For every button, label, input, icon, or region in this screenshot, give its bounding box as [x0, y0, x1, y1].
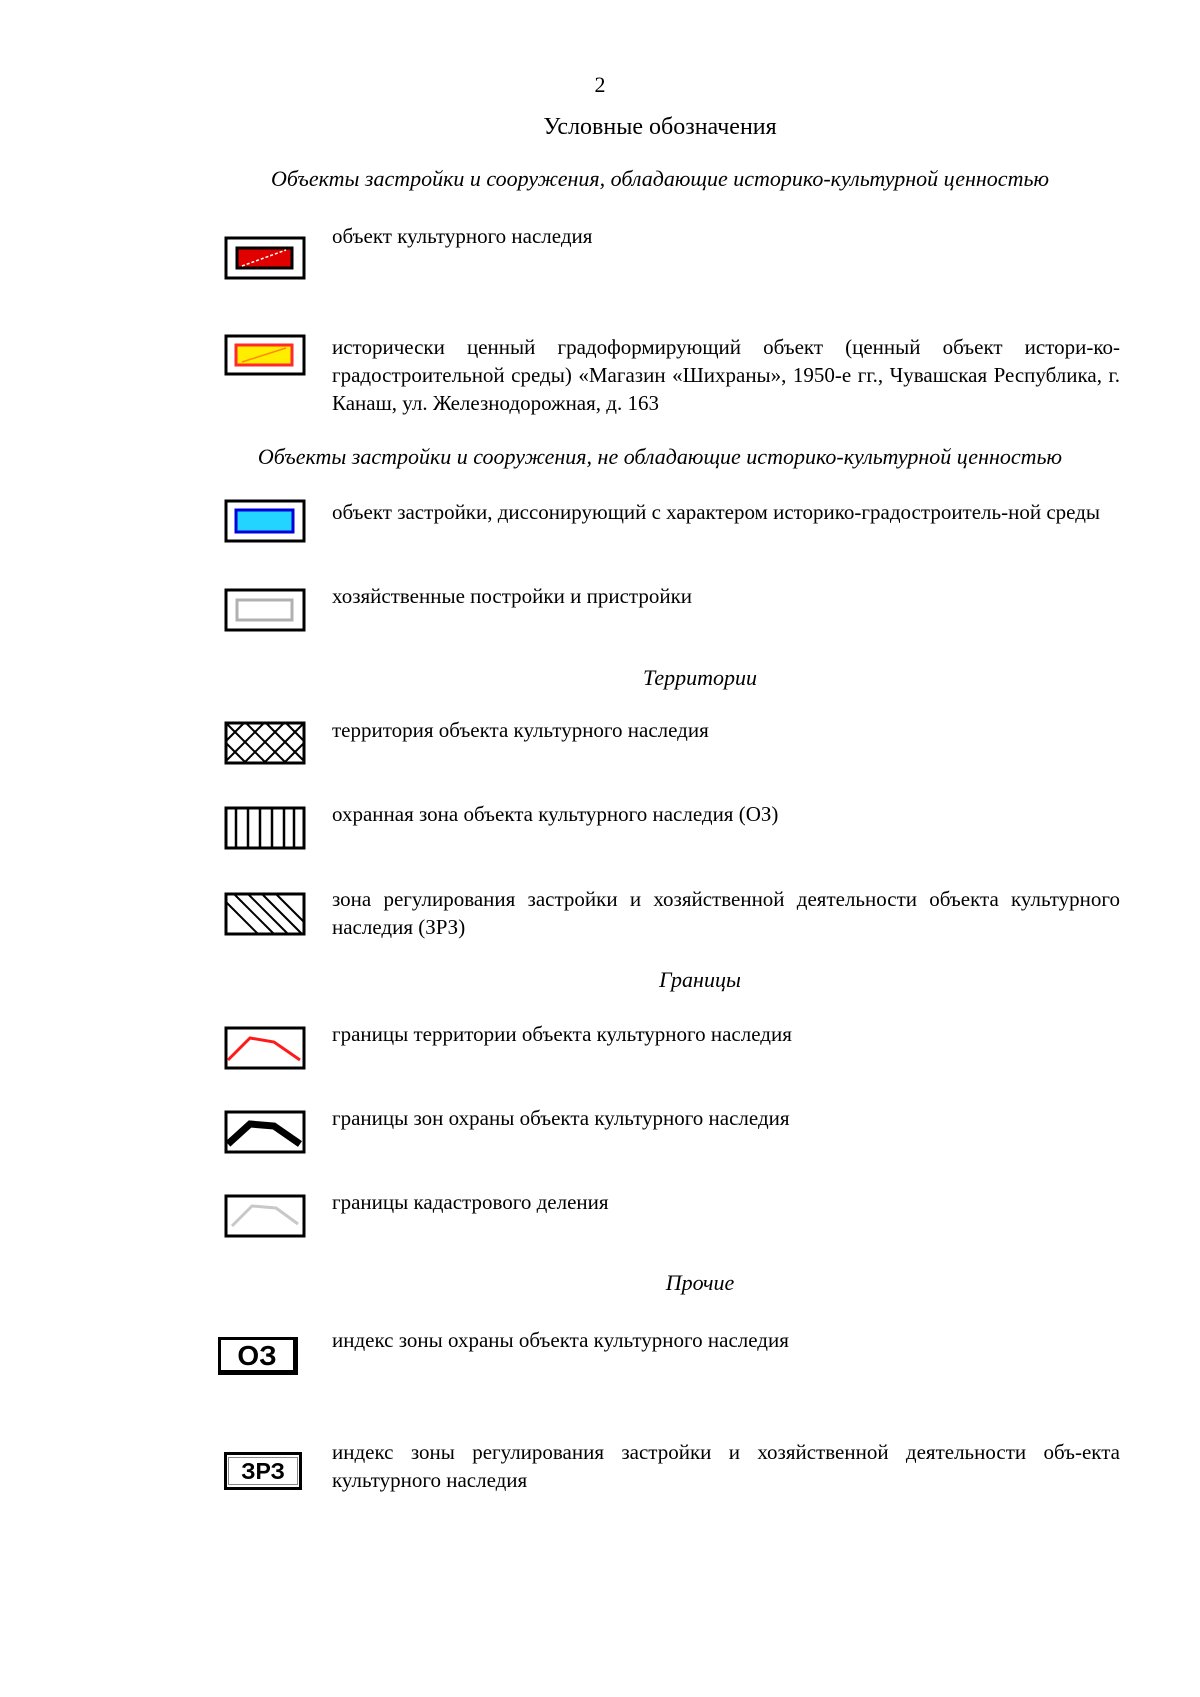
- zone-borders-label: границы зон охраны объекта культурного наследия: [332, 1106, 790, 1130]
- heritage-object-label: объект культурного наследия: [332, 224, 593, 248]
- cadastral-borders-label: границы кадастрового деления: [332, 1190, 609, 1214]
- territory-borders-icon: [224, 1026, 306, 1070]
- zrz-index-badge-frame: [224, 1452, 302, 1490]
- protection-zone-icon: [224, 806, 306, 850]
- protection-zone-label: охранная зона объекта культурного наследия (ОЗ): [332, 802, 779, 826]
- dissonant-object-label: объект застройки, диссонирующий с характером историко-градостроитель-ной среды: [332, 500, 1100, 524]
- outbuildings-icon: [224, 588, 306, 632]
- regulation-zone-label: зона регулирования застройки и хозяйственной деятельности объекта культурного наследия (ЗРЗ): [332, 887, 1120, 939]
- heritage-object-icon: [224, 236, 306, 280]
- nonheritage-heading: Объекты застройки и сооружения, не обладающие историко-культурной ценностью: [257, 444, 1063, 469]
- territory-borders-label: границы территории объекта культурного наследия: [332, 1022, 792, 1046]
- historic-object-label: исторически ценный градоформирующий объект (ценный объект истори-ко-градостроительной среды) «Магазин «Шихраны», 1950-е гг., Чувашская Республика, г. Канаш, ул. Железнодорожная, д. 163: [332, 335, 1120, 415]
- borders-heading: Границы: [659, 967, 741, 992]
- page-title: Условные обозначения: [543, 114, 777, 140]
- oz-index-label: индекс зоны охраны объекта культурного наследия: [332, 1328, 789, 1352]
- zrz-index-badge: ЗРЗ: [228, 1457, 298, 1485]
- heritage-territory-label: территория объекта культурного наследия: [332, 718, 709, 742]
- dissonant-object-icon: [224, 499, 306, 543]
- page-number: 2: [594, 72, 606, 97]
- zrz-index-label: индекс зоны регулирования застройки и хозяйственной деятельности объ-екта культурного наследия: [332, 1440, 1120, 1492]
- territories-heading: Территории: [642, 665, 758, 690]
- oz-index-badge: ОЗ: [218, 1337, 298, 1375]
- regulation-zone-icon: [224, 892, 306, 936]
- heritage-heading: Объекты застройки и сооружения, обладающие историко-культурной ценностью: [271, 166, 1049, 191]
- historic-object-icon: [224, 334, 306, 378]
- other-heading: Прочие: [665, 1270, 735, 1295]
- heritage-territory-icon: [224, 721, 306, 765]
- zone-borders-icon: [224, 1110, 306, 1154]
- outbuildings-label: хозяйственные постройки и пристройки: [332, 584, 693, 608]
- cadastral-borders-icon: [224, 1194, 306, 1238]
